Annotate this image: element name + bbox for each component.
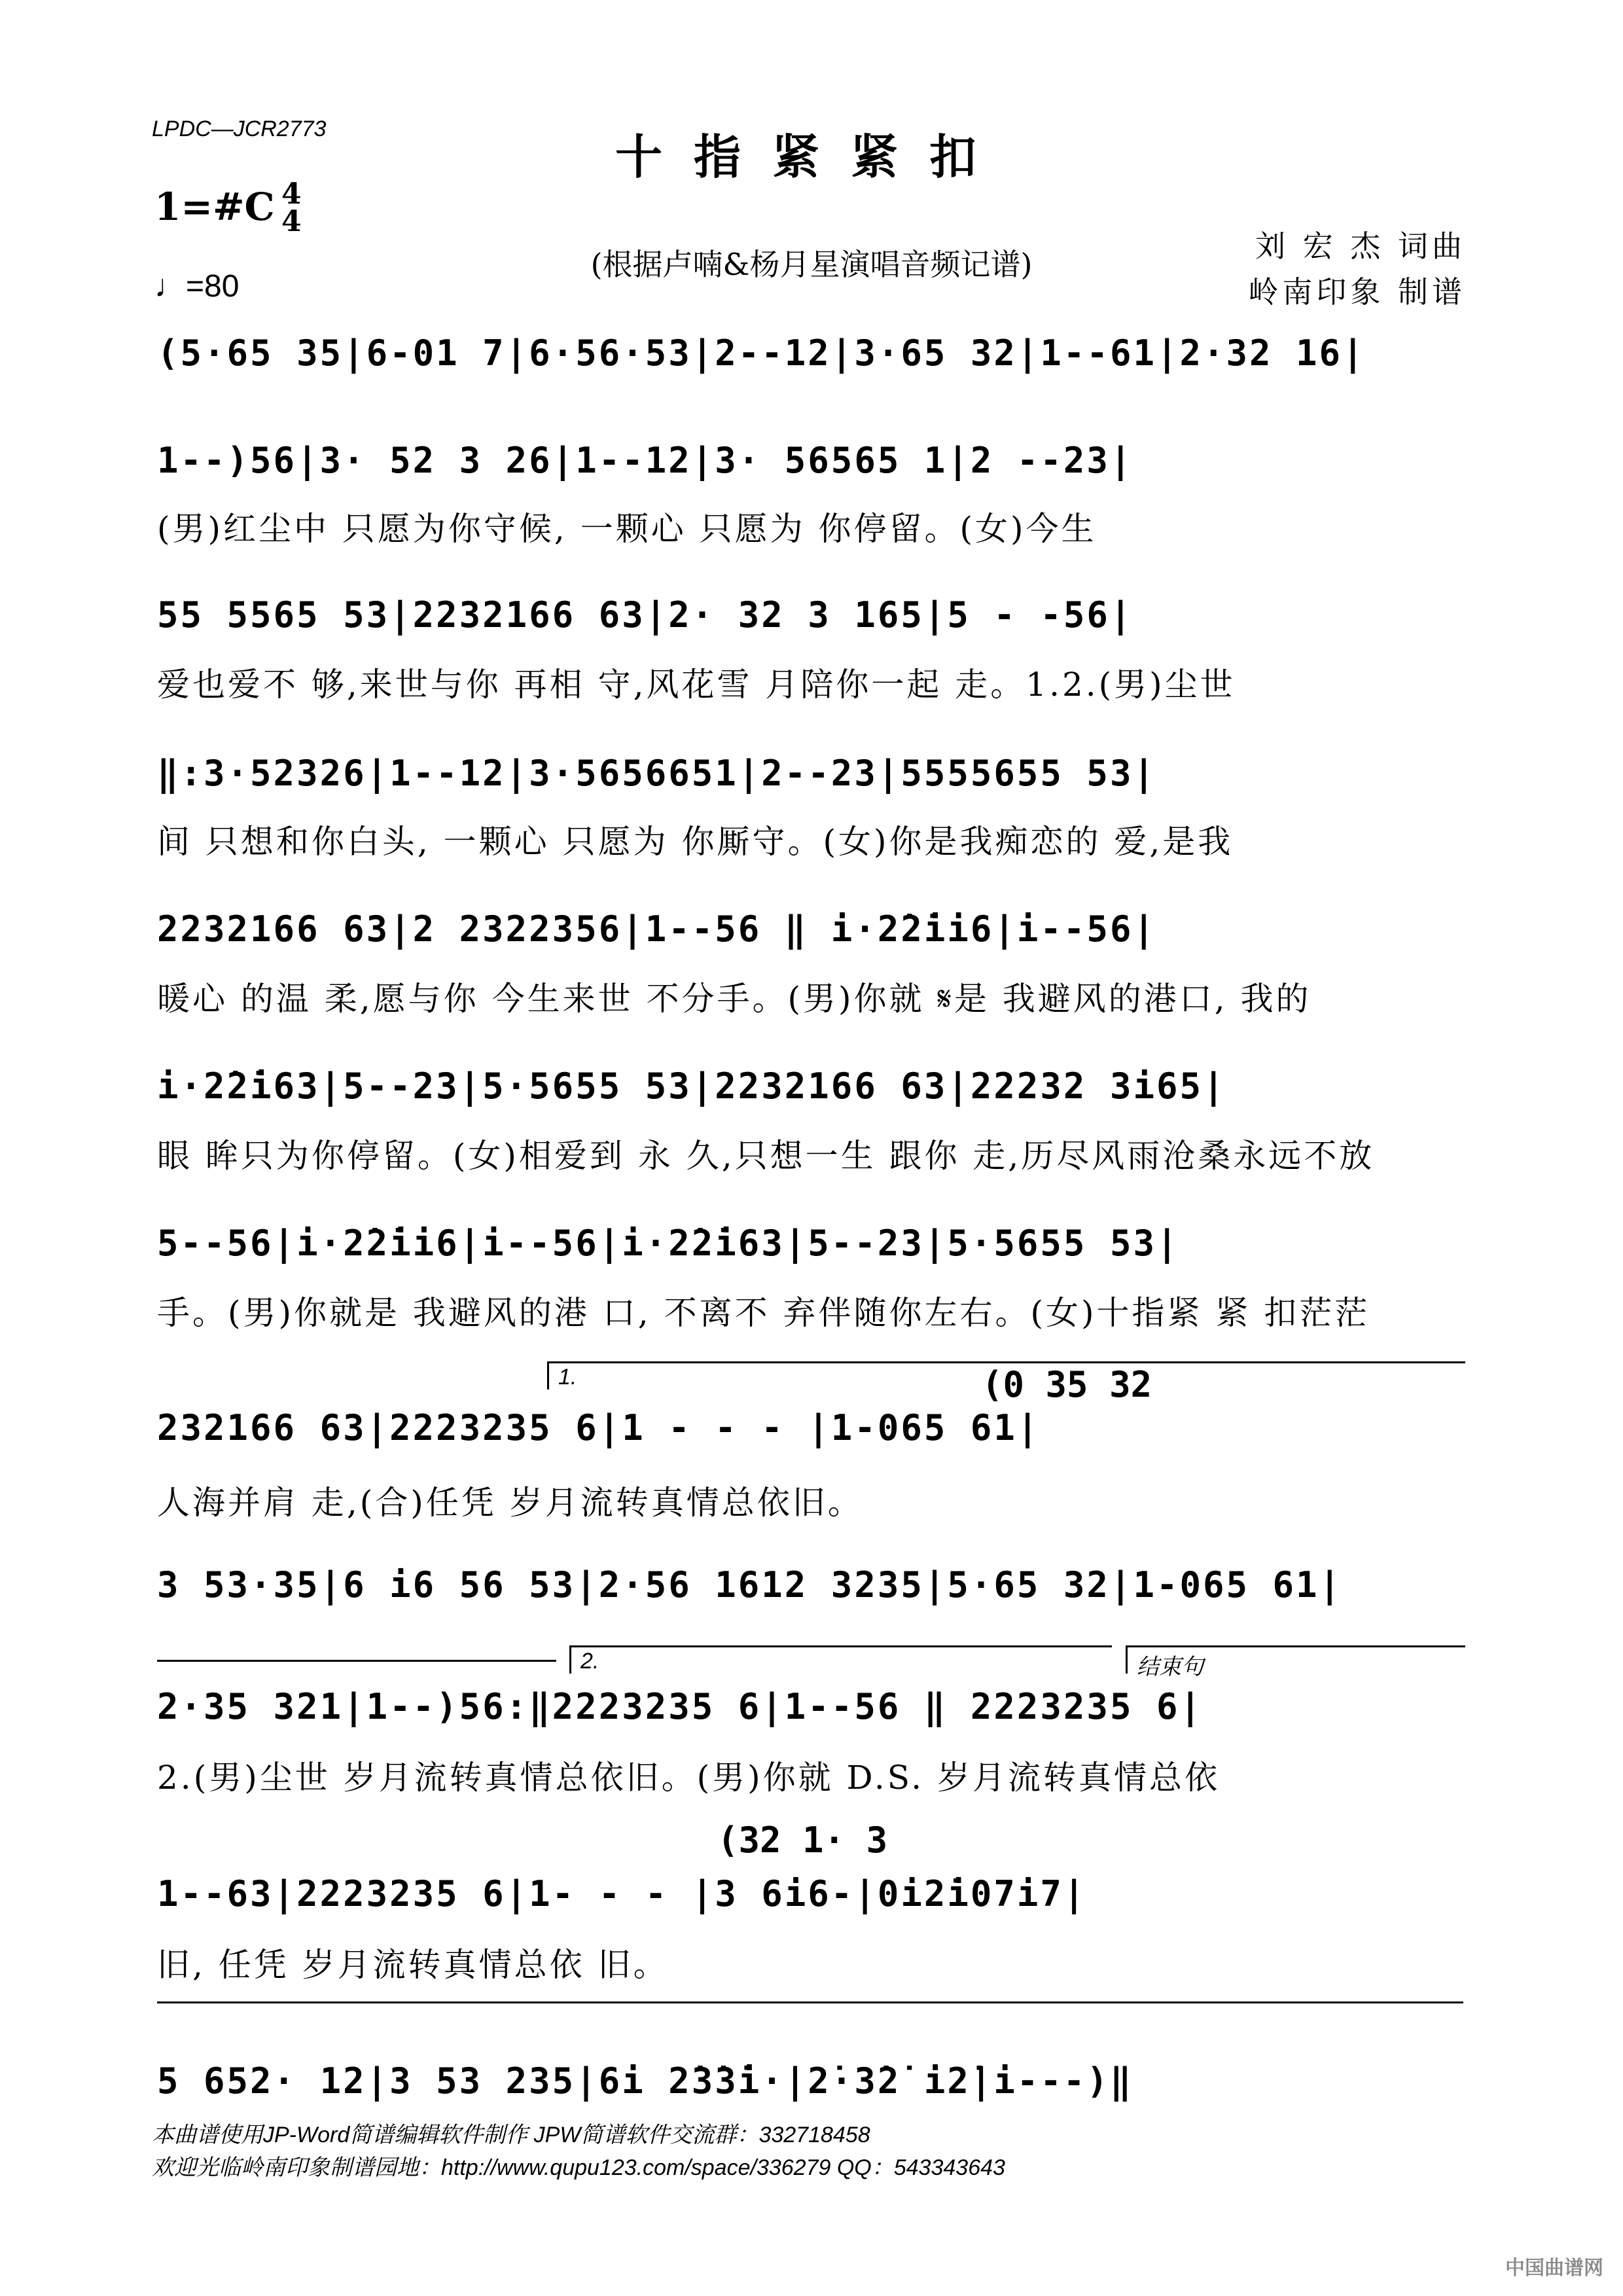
notation-line-2: 1--)56|3· 52 3 26|1--12|3· 56565 1|2 --23| — [157, 440, 1133, 481]
tempo-marking: ♩=80 — [154, 269, 240, 304]
notation-line-10: 2·35 321|1--)56:‖2223235 6|1--56 ‖ 2223235 6| — [157, 1686, 1203, 1727]
notation-line-3: 55 5565 53|2232166 63|2· 32 3 165|5 - -56| — [157, 594, 1133, 636]
ending-label: 结束句 — [1137, 1655, 1204, 1679]
time-numerator: 4 — [281, 177, 302, 211]
bracket-phrase-2: (32 1· 3 — [717, 1820, 888, 1861]
lyrics-line-8: 人海并肩 走,(合)任凭 岁月流转真情总依旧。 — [157, 1484, 863, 1522]
footer-software-note: 本曲谱使用JP-Word简谱编辑软件制作 JPW简谱软件交流群：332718458 — [152, 2123, 870, 2147]
notation-line-6: i·2̇2̇i63|5--23|5·5655 53|2232166 63|22232 3i65| — [157, 1066, 1226, 1107]
notation-line-11: 1--63|2223235 6|1- - - |3 6i6-|0i2̇i07i7| — [157, 1873, 1087, 1914]
lyrics-line-3: 爱也爱不 够,来世与你 再相 守,风花雪 月陪你一起 走。1.2.(男)尘世 — [157, 666, 1236, 704]
subtitle: (根据卢喃&杨月星演唱音频记谱) — [590, 247, 1033, 282]
lyrics-line-6: 眼 眸只为你停留。(女)相爱到 永 久,只想一生 跟你 走,历尽风雨沧桑永远不放 — [157, 1137, 1375, 1175]
notation-line-12: 5 652· 12|3 53 235|6i 2̇3̇3̇i·|2̇·3̇2̇ i2̇|i---)‖ — [157, 2060, 1133, 2102]
notation-line-4: ‖:3·52326|1--12|3·5656651|2--23|5555655 53| — [157, 753, 1156, 794]
key-signature: 1=#C — [154, 185, 275, 229]
bracket-phrase-1: (0 35 32 — [982, 1364, 1152, 1405]
time-denominator: 4 — [281, 205, 302, 238]
notation-line-1: (5·65 35|6-01 7|6·56·53|2--12|3·65 32|1--61|2·32 16| — [157, 332, 1366, 374]
lyricist-credit: 刘 宏 杰 词曲 — [1255, 228, 1466, 264]
lyrics-line-2: (男)红尘中 只愿为你守候, 一颗心 只愿为 你停留。(女)今生 — [157, 510, 1097, 548]
lyrics-line-5: 暖心 的温 柔,愿与你 今生来世 不分手。(男)你就 𝄋是 我避风的港口, 我的 — [157, 980, 1311, 1018]
lyrics-line-10: 2.(男)尘世 岁月流转真情总依旧。(男)你就 D.S. 岁月流转真情总依 — [157, 1759, 1220, 1797]
time-signature — [281, 177, 302, 238]
lyrics-line-11: 旧, 任凭 岁月流转真情总依 旧。 — [157, 1946, 669, 1984]
notation-line-9: 3 53·35|6 i6 56 53|2·56 1612 3235|5·65 32|1-065 61| — [157, 1564, 1343, 1605]
lyrics-line-4: 间 只想和你白头, 一颗心 只愿为 你厮守。(女)你是我痴恋的 爱,是我 — [157, 823, 1234, 861]
score-code: LPDC—JCR2773 — [152, 117, 327, 141]
notation-line-7: 5--56|i·2̇2̇ii6|i--56|i·2̇2̇i63|5--23|5·5655 53| — [157, 1223, 1180, 1264]
arranger-credit: 岭南印象 制谱 — [1248, 274, 1466, 310]
lyrics-line-7: 手。(男)你就是 我避风的港 口, 不离不 弃伴随你左右。(女)十指紧 紧 扣茫茫 — [157, 1294, 1370, 1332]
volta-bracket-2 — [569, 1645, 1112, 1674]
footer-website-link[interactable]: 欢迎光临岭南印象制谱园地：http://www.qupu123.com/space/336279 QQ：543343643 — [152, 2155, 1005, 2180]
volta-2-label: 2. — [580, 1649, 599, 1674]
notation-line-5: 2232166 63|2 2322356|1--56 ‖ i·2̇2̇ii6|i--56| — [157, 908, 1156, 950]
page-title: 十指紧紧扣 — [615, 129, 1008, 185]
ending-bracket — [1126, 1645, 1465, 1679]
volta-1-label: 1. — [558, 1365, 577, 1390]
watermark-logo: 中国曲谱网 — [1505, 2257, 1603, 2280]
notation-line-8: 232166 63|2223235 6|1 - - - |1-065 61| — [157, 1407, 1041, 1448]
final-system-rule — [157, 2001, 1463, 2003]
volta-1-continuation-rule — [157, 1660, 556, 1662]
